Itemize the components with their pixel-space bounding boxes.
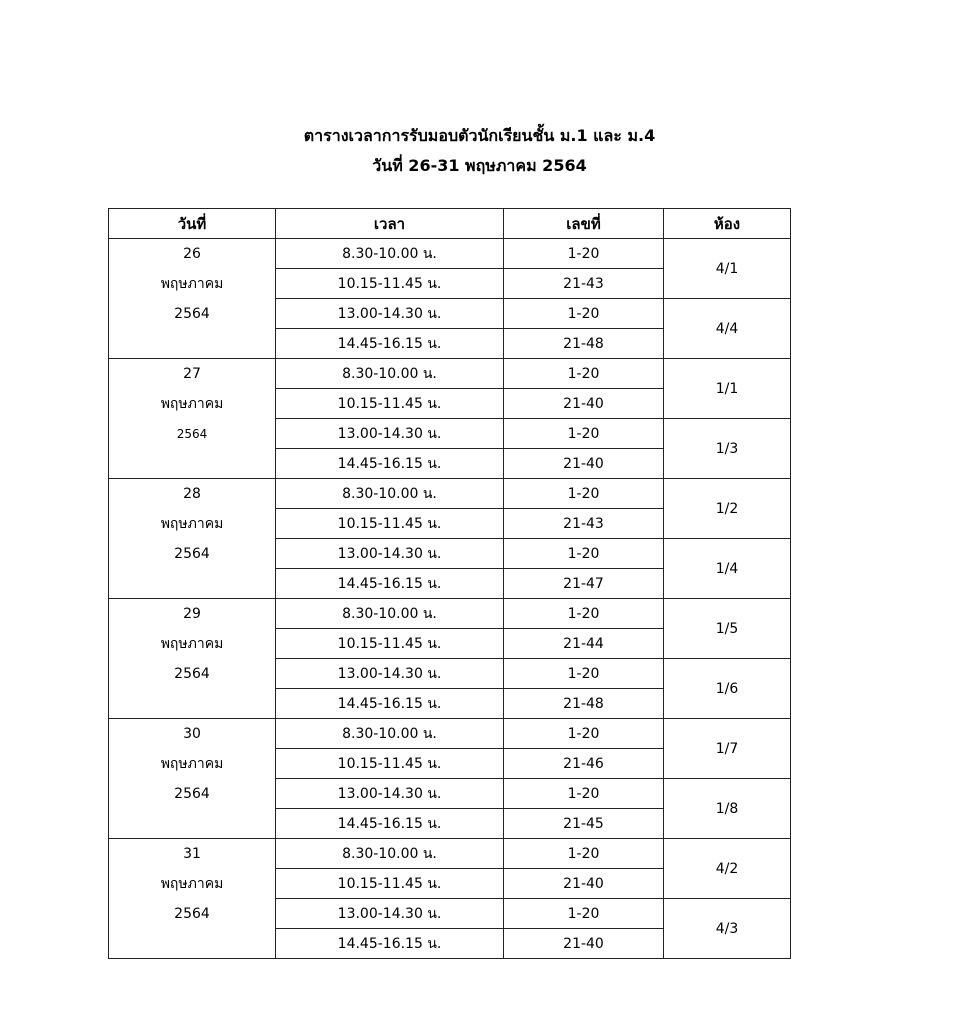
room-cell: 1/4 <box>664 539 791 599</box>
room-cell: 4/1 <box>664 239 791 299</box>
date-cell <box>109 479 276 599</box>
time-cell: 14.45-16.15 น. <box>276 449 504 479</box>
date-month: พฤษภาคม <box>160 876 224 892</box>
date-month: พฤษภาคม <box>160 516 224 532</box>
number-range-cell: 1-20 <box>504 299 664 329</box>
time-cell: 10.15-11.45 น. <box>276 269 504 299</box>
time-cell: 8.30-10.00 น. <box>276 719 504 749</box>
room-cell: 4/3 <box>664 899 791 959</box>
page-title: ตารางเวลาการรับมอบตัวนักเรียนชั้น ม.1 และ ม.4 <box>303 126 656 145</box>
date-year: 2564 <box>174 546 210 562</box>
time-cell: 13.00-14.30 น. <box>276 539 504 569</box>
number-range-cell: 21-46 <box>504 749 664 779</box>
time-cell: 8.30-10.00 น. <box>276 359 504 389</box>
time-cell: 8.30-10.00 น. <box>276 239 504 269</box>
room-cell: 1/8 <box>664 779 791 839</box>
number-range-cell: 1-20 <box>504 659 664 689</box>
date-year: 2564 <box>174 786 210 802</box>
schedule-body <box>109 239 791 959</box>
time-cell: 8.30-10.00 น. <box>276 599 504 629</box>
number-range-cell: 1-20 <box>504 779 664 809</box>
time-cell: 8.30-10.00 น. <box>276 479 504 509</box>
date-month: พฤษภาคม <box>160 756 224 772</box>
date-cell <box>109 599 276 719</box>
number-range-cell: 1-20 <box>504 539 664 569</box>
header-date: วันที่ <box>109 209 276 239</box>
date-year: 2564 <box>174 906 210 922</box>
room-cell: 4/4 <box>664 299 791 359</box>
header-room: ห้อง <box>664 209 791 239</box>
number-range-cell: 21-40 <box>504 929 664 959</box>
room-cell: 1/6 <box>664 659 791 719</box>
date-cell <box>109 839 276 959</box>
time-cell: 10.15-11.45 น. <box>276 869 504 899</box>
time-cell: 13.00-14.30 น. <box>276 299 504 329</box>
table-row <box>109 839 791 869</box>
number-range-cell: 1-20 <box>504 239 664 269</box>
time-cell: 13.00-14.30 น. <box>276 899 504 929</box>
number-range-cell: 21-45 <box>504 809 664 839</box>
number-range-cell: 21-47 <box>504 569 664 599</box>
table-row <box>109 239 791 269</box>
date-day: 27 <box>183 366 201 382</box>
time-cell: 8.30-10.00 น. <box>276 839 504 869</box>
time-cell: 13.00-14.30 น. <box>276 779 504 809</box>
time-cell: 10.15-11.45 น. <box>276 509 504 539</box>
time-cell: 14.45-16.15 น. <box>276 569 504 599</box>
date-month: พฤษภาคม <box>160 276 224 292</box>
time-cell: 14.45-16.15 น. <box>276 929 504 959</box>
date-day: 29 <box>183 606 201 622</box>
number-range-cell: 21-40 <box>504 449 664 479</box>
number-range-cell: 21-40 <box>504 389 664 419</box>
date-cell <box>109 359 276 479</box>
number-range-cell: 21-43 <box>504 269 664 299</box>
room-cell: 4/2 <box>664 839 791 899</box>
date-year: 2564 <box>176 427 208 441</box>
number-range-cell: 1-20 <box>504 479 664 509</box>
date-month: พฤษภาคม <box>160 396 224 412</box>
number-range-cell: 21-48 <box>504 329 664 359</box>
date-day: 30 <box>183 726 201 742</box>
schedule-table <box>108 208 791 959</box>
number-range-cell: 21-43 <box>504 509 664 539</box>
header-number: เลขที่ <box>504 209 664 239</box>
time-cell: 14.45-16.15 น. <box>276 329 504 359</box>
table-row <box>109 479 791 509</box>
number-range-cell: 1-20 <box>504 899 664 929</box>
date-day: 26 <box>183 246 201 262</box>
table-row <box>109 719 791 749</box>
time-cell: 10.15-11.45 น. <box>276 389 504 419</box>
room-cell: 1/2 <box>664 479 791 539</box>
room-cell: 1/5 <box>664 599 791 659</box>
time-cell: 14.45-16.15 น. <box>276 689 504 719</box>
time-cell: 10.15-11.45 น. <box>276 629 504 659</box>
number-range-cell: 21-48 <box>504 689 664 719</box>
number-range-cell: 1-20 <box>504 719 664 749</box>
number-range-cell: 21-40 <box>504 869 664 899</box>
table-row <box>109 599 791 629</box>
date-day: 31 <box>183 846 201 862</box>
date-year: 2564 <box>174 666 210 682</box>
time-cell: 13.00-14.30 น. <box>276 419 504 449</box>
room-cell: 1/7 <box>664 719 791 779</box>
date-cell <box>109 239 276 359</box>
number-range-cell: 21-44 <box>504 629 664 659</box>
table-row <box>109 359 791 389</box>
date-month: พฤษภาคม <box>160 636 224 652</box>
header-time: เวลา <box>276 209 504 239</box>
time-cell: 10.15-11.45 น. <box>276 749 504 779</box>
time-cell: 14.45-16.15 น. <box>276 809 504 839</box>
page-subtitle: วันที่ 26-31 พฤษภาคม 2564 <box>372 156 587 175</box>
date-day: 28 <box>183 486 201 502</box>
number-range-cell: 1-20 <box>504 359 664 389</box>
table-header-row <box>109 209 791 239</box>
room-cell: 1/1 <box>664 359 791 419</box>
number-range-cell: 1-20 <box>504 839 664 869</box>
date-year: 2564 <box>174 306 210 322</box>
number-range-cell: 1-20 <box>504 599 664 629</box>
time-cell: 13.00-14.30 น. <box>276 659 504 689</box>
room-cell: 1/3 <box>664 419 791 479</box>
date-cell <box>109 719 276 839</box>
number-range-cell: 1-20 <box>504 419 664 449</box>
